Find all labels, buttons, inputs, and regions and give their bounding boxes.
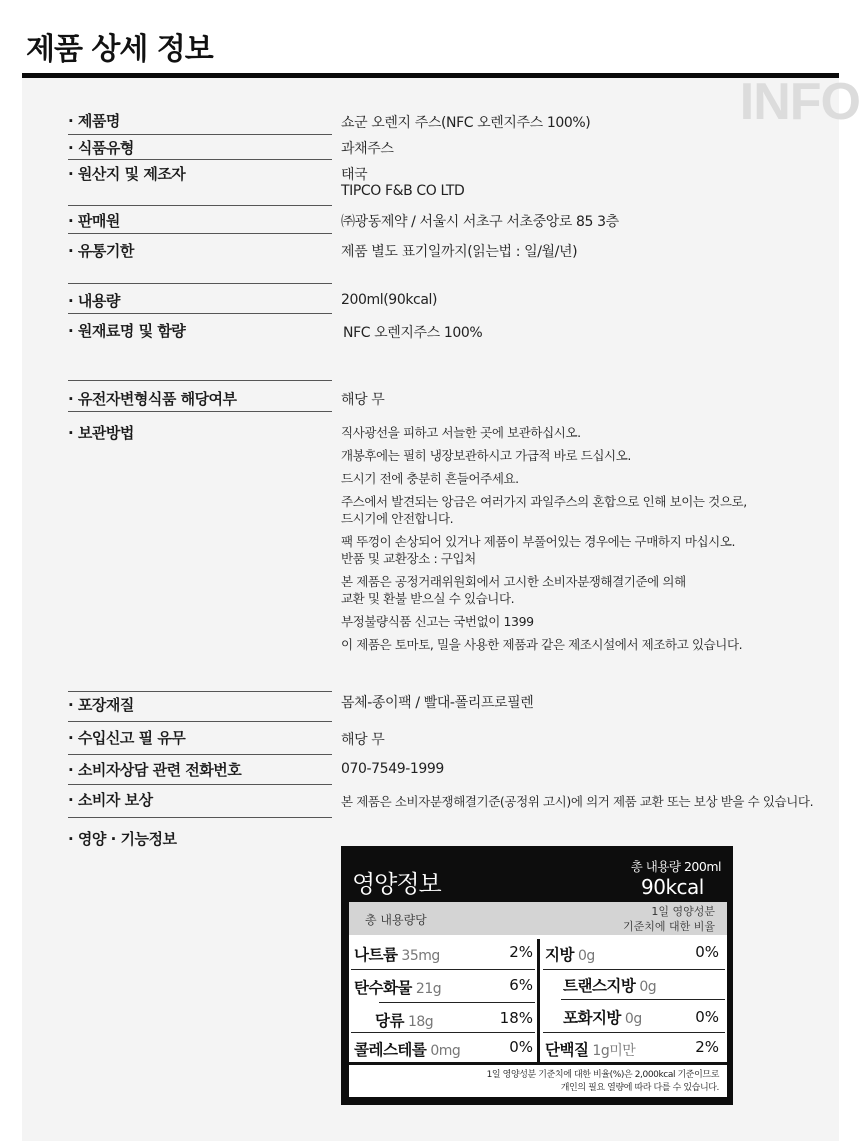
value-seller: ㈜광동제약 / 서울시 서초구 서초중앙로 85 3층 <box>341 214 619 230</box>
row-divider <box>561 999 725 1000</box>
label-storage: · 보관방법 <box>68 424 134 442</box>
nutrient-sodium <box>354 943 440 965</box>
label-packaging: · 포장재질 <box>68 696 134 714</box>
nutrient-fat <box>545 943 595 965</box>
value-packaging: 몸체-종이팩 / 빨대-폴리프로필렌 <box>341 695 534 711</box>
nutrient-amount: 21g <box>415 981 442 997</box>
nutrition-kcal: 90kcal <box>641 875 704 899</box>
label-ingredients: · 원재료명 및 함량 <box>68 322 186 340</box>
page-title: 제품 상세 정보 <box>26 32 213 67</box>
label-origin-maker: · 원산지 및 제조자 <box>68 165 186 183</box>
value-product-name: 쇼군 오렌지 주스(NFC 오렌지주스 100%) <box>341 115 591 131</box>
label-import-report: · 수입신고 필 유무 <box>68 729 186 747</box>
nutrient-name: 단백질 <box>545 1041 589 1059</box>
nutrient-carbohydrate <box>354 976 441 998</box>
nutrient-amount: 1g미만 <box>592 1043 636 1059</box>
nutrient-percent: 6% <box>509 976 533 994</box>
label-product-name: · 제품명 <box>68 112 120 130</box>
nutrient-amount: 0g <box>624 1011 642 1027</box>
nutrient-amount: 0mg <box>430 1043 461 1059</box>
nutrition-subheader <box>349 902 727 935</box>
storage-line: 이 제품은 토마토, 밀을 사용한 제품과 같은 제조시설에서 제조하고 있습니다. <box>341 637 743 652</box>
nutrient-percent: 2% <box>509 943 533 961</box>
nutrient-sugars <box>375 1009 433 1031</box>
nutrient-percent: 0% <box>695 1008 719 1026</box>
row-divider <box>351 969 535 970</box>
nutrient-protein <box>545 1038 635 1060</box>
storage-line: 본 제품은 공정거래위원회에서 고시한 소비자분쟁해결기준에 의해 <box>341 574 686 589</box>
nutrient-name: 포화지방 <box>563 1009 621 1027</box>
storage-instructions <box>341 424 747 653</box>
value-import-report: 해당 무 <box>341 732 385 748</box>
row-divider <box>68 205 332 206</box>
storage-line: 팩 뚜껑이 손상되어 있거나 제품이 부풀어있는 경우에는 구매하지 마십시오. <box>341 534 736 549</box>
value-origin: 태국 <box>341 167 368 183</box>
row-divider <box>379 1002 535 1003</box>
row-divider <box>351 1032 535 1033</box>
footnote-line: 1일 영양성분 기준치에 대한 비율(%)은 2,000kcal 기준이므로 <box>486 1070 719 1080</box>
nutrient-percent: 18% <box>499 1009 533 1027</box>
nutrient-percent: 2% <box>695 1038 719 1056</box>
value-gmo: 해당 무 <box>341 392 385 408</box>
label-expiry: · 유통기한 <box>68 242 134 260</box>
daily-value-line: 1일 영양성분 <box>651 905 715 918</box>
nutrient-amount: 18g <box>407 1014 434 1030</box>
info-watermark: INFO <box>739 73 860 131</box>
storage-line: 교환 및 환불 받으실 수 있습니다. <box>341 591 515 606</box>
column-divider <box>537 939 540 1062</box>
value-compensation: 본 제품은 소비자분쟁해결기준(공정위 고시)에 의거 제품 교환 또는 보상 받을 수 있습니다. <box>341 794 814 809</box>
value-maker: TIPCO F&B CO LTD <box>341 183 465 199</box>
row-divider <box>68 691 332 692</box>
label-consumer-phone: · 소비자상담 관련 전화번호 <box>68 761 242 779</box>
row-divider <box>68 784 332 785</box>
storage-line: 개봉후에는 필히 냉장보관하시고 가급적 바로 드십시오. <box>341 448 631 463</box>
value-ingredients: NFC 오렌지주스 100% <box>343 325 483 341</box>
nutrient-amount: 0g <box>577 948 595 964</box>
row-divider <box>68 380 332 381</box>
storage-line: 반품 및 교환장소 : 구입처 <box>341 551 476 566</box>
nutrition-per-total: 총 내용량당 <box>365 913 427 927</box>
storage-line: 주스에서 발견되는 앙금은 여러가지 과일주스의 혼합으로 인해 보이는 것으로, <box>341 494 747 509</box>
nutrition-total-volume: 총 내용량 200ml <box>630 859 721 874</box>
value-expiry: 제품 별도 표기일까지(읽는법 : 일/월/년) <box>341 244 578 260</box>
row-divider <box>68 233 332 234</box>
nutrition-title: 영양정보 <box>352 870 441 898</box>
label-compensation: · 소비자 보상 <box>68 791 153 809</box>
daily-value-line: 기준치에 대한 비율 <box>622 920 715 933</box>
nutrient-amount: 35mg <box>401 948 440 964</box>
row-divider <box>68 721 332 722</box>
nutrient-name: 지방 <box>545 946 574 964</box>
row-divider <box>68 313 332 314</box>
nutrient-cholesterol <box>354 1038 460 1060</box>
storage-line: 부정불량식품 신고는 국번없이 1399 <box>341 614 534 629</box>
nutrient-name: 탄수화물 <box>354 979 412 997</box>
value-volume: 200ml(90kcal) <box>341 292 438 308</box>
row-divider <box>68 817 332 818</box>
row-divider <box>543 1032 725 1033</box>
row-divider <box>543 969 725 970</box>
nutrient-name: 당류 <box>375 1012 404 1030</box>
value-food-type: 과채주스 <box>341 141 394 157</box>
row-divider <box>68 159 332 160</box>
nutrient-percent: 0% <box>509 1038 533 1056</box>
nutrient-trans-fat <box>563 974 656 996</box>
label-nutrition: · 영양 · 기능정보 <box>68 830 177 848</box>
storage-line: 드시기에 안전합니다. <box>341 511 454 526</box>
storage-line: 드시기 전에 충분히 흔들어주세요. <box>341 471 519 486</box>
nutrition-facts-box <box>341 846 733 1105</box>
nutrient-name: 콜레스테롤 <box>354 1041 427 1059</box>
label-volume: · 내용량 <box>68 292 120 310</box>
label-seller: · 판매원 <box>68 212 120 230</box>
nutrition-daily-value-header <box>623 904 715 934</box>
label-food-type: · 식품유형 <box>68 139 134 157</box>
label-gmo: · 유전자변형식품 해당여부 <box>68 390 237 408</box>
nutrition-table <box>349 902 727 1097</box>
row-divider <box>68 134 332 135</box>
row-divider <box>68 754 332 755</box>
nutrient-saturated-fat <box>563 1006 642 1028</box>
footnote-line: 개인의 필요 열량에 따라 다를 수 있습니다. <box>560 1083 719 1093</box>
nutrient-amount: 0g <box>639 979 657 995</box>
nutrient-name: 트랜스지방 <box>563 977 636 995</box>
row-divider <box>68 411 332 412</box>
nutrient-percent: 0% <box>695 943 719 961</box>
nutrition-footnote <box>349 1062 727 1097</box>
value-consumer-phone: 070-7549-1999 <box>341 761 444 777</box>
storage-line: 직사광선을 피하고 서늘한 곳에 보관하십시오. <box>341 425 581 440</box>
nutrient-name: 나트륨 <box>354 946 398 964</box>
row-divider <box>68 283 332 284</box>
